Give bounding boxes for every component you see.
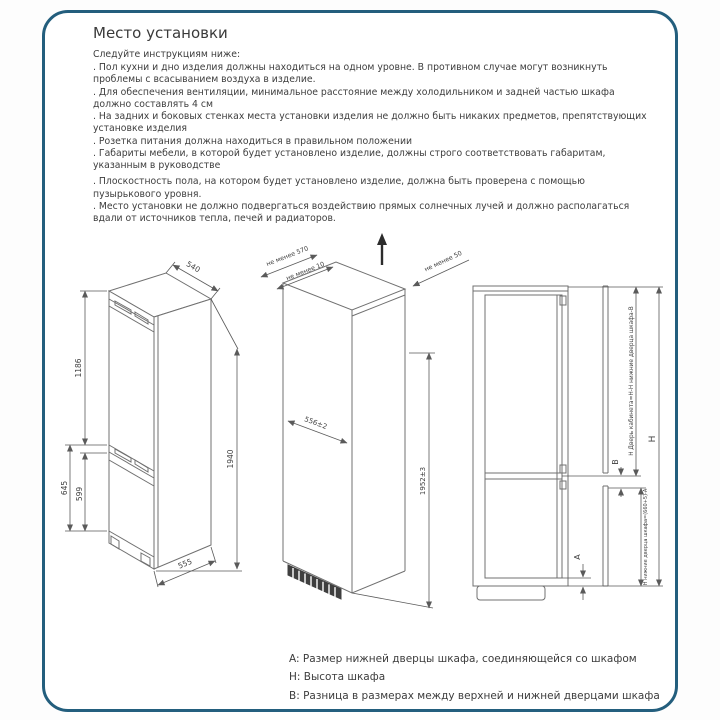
instruction-list xyxy=(93,62,649,225)
page-border xyxy=(42,10,678,712)
instruction-item: . Плоскостность пола, на котором будет установлено изделие, должна быть проверена с помощью пузырькового уровня. xyxy=(93,176,585,200)
legend-item-a: A: Размер нижней дверцы шкафа, соединяющейся со шкафом xyxy=(289,653,637,665)
label-h: H xyxy=(648,435,658,443)
cabinet-niche-diagram xyxy=(259,229,474,621)
legend-item-h: H: Высота шкафа xyxy=(289,671,386,684)
hinge-top xyxy=(560,296,566,305)
dim-depth-bottom: 555 xyxy=(176,556,194,571)
instruction-item: . Для обеспечения вентиляции, минимальное расстояние между холодильником и задней частью шкафа должно составлять 4 см xyxy=(93,86,615,110)
fridge-front-face xyxy=(109,291,154,569)
cabinet-door-panel xyxy=(485,295,562,578)
dim-lower-door-formula: Н нижние дверца шкафа=(660+5)-А xyxy=(643,488,649,586)
instruction-item: . Место установки не должно подвергаться воздействию прямых солнечных лучей и должно располагаться вдали от источников тепла, печей и радиаторов. xyxy=(93,200,630,225)
page-title: Место установки xyxy=(93,24,228,42)
cabinet-outline xyxy=(473,286,568,586)
fridge-isometric-diagram xyxy=(59,253,259,601)
instruction-item: . На задних и боковых стенках места установки изделия не должно быть никаких предметов, препятствующих установке изделия xyxy=(93,111,647,135)
dim-lower-door: 599 xyxy=(75,486,84,502)
airflow-up-arrow-icon xyxy=(377,233,387,265)
dim-upper-door-formula: Н Дверь кабинета=Н-Н нижние дверца шкафа-В xyxy=(629,306,635,456)
cabinet-front-diagram xyxy=(471,279,671,613)
dim-min-side-gap: не менее 50 xyxy=(423,249,464,274)
dim-inner-height: 1952±3 xyxy=(419,466,427,496)
plinth xyxy=(477,586,545,600)
label-a: A xyxy=(573,554,582,560)
dim-min-depth: не менее 570 xyxy=(265,245,310,269)
dim-inner-width: 556±2 xyxy=(303,415,329,432)
dim-depth-top: 540 xyxy=(184,259,202,275)
dim-upper-door: 1186 xyxy=(74,358,83,378)
instructions-intro: Следуйте инструкциям ниже: xyxy=(93,49,241,60)
dim-lower-section: 645 xyxy=(60,480,69,496)
hinge-middle-lower xyxy=(560,481,566,489)
fridge-side-face xyxy=(154,299,211,569)
instruction-item: . Габариты мебели, в которой будет установлено изделие, должны строго соответствовать габаритам, указанным в руководстве xyxy=(93,147,606,172)
legend xyxy=(289,653,660,708)
legend-item-b: B: Разница в размерах между верхней и нижней дверцами шкафа xyxy=(289,689,660,702)
instruction-item: . Розетка питания должна находиться в правильном положении xyxy=(93,135,413,147)
dim-total-height: 1940 xyxy=(226,449,235,469)
vent-grille xyxy=(288,565,341,599)
dim-min-back-gap: не менее 10 xyxy=(285,260,326,283)
hinge-middle-upper xyxy=(560,465,566,473)
instruction-item: . Пол кухни и дно изделия должны находиться на одном уровне. В противном случае могут возникнуть проблемы с всасыванием воздуха в изделие. xyxy=(93,62,608,86)
label-b: B xyxy=(611,459,620,465)
